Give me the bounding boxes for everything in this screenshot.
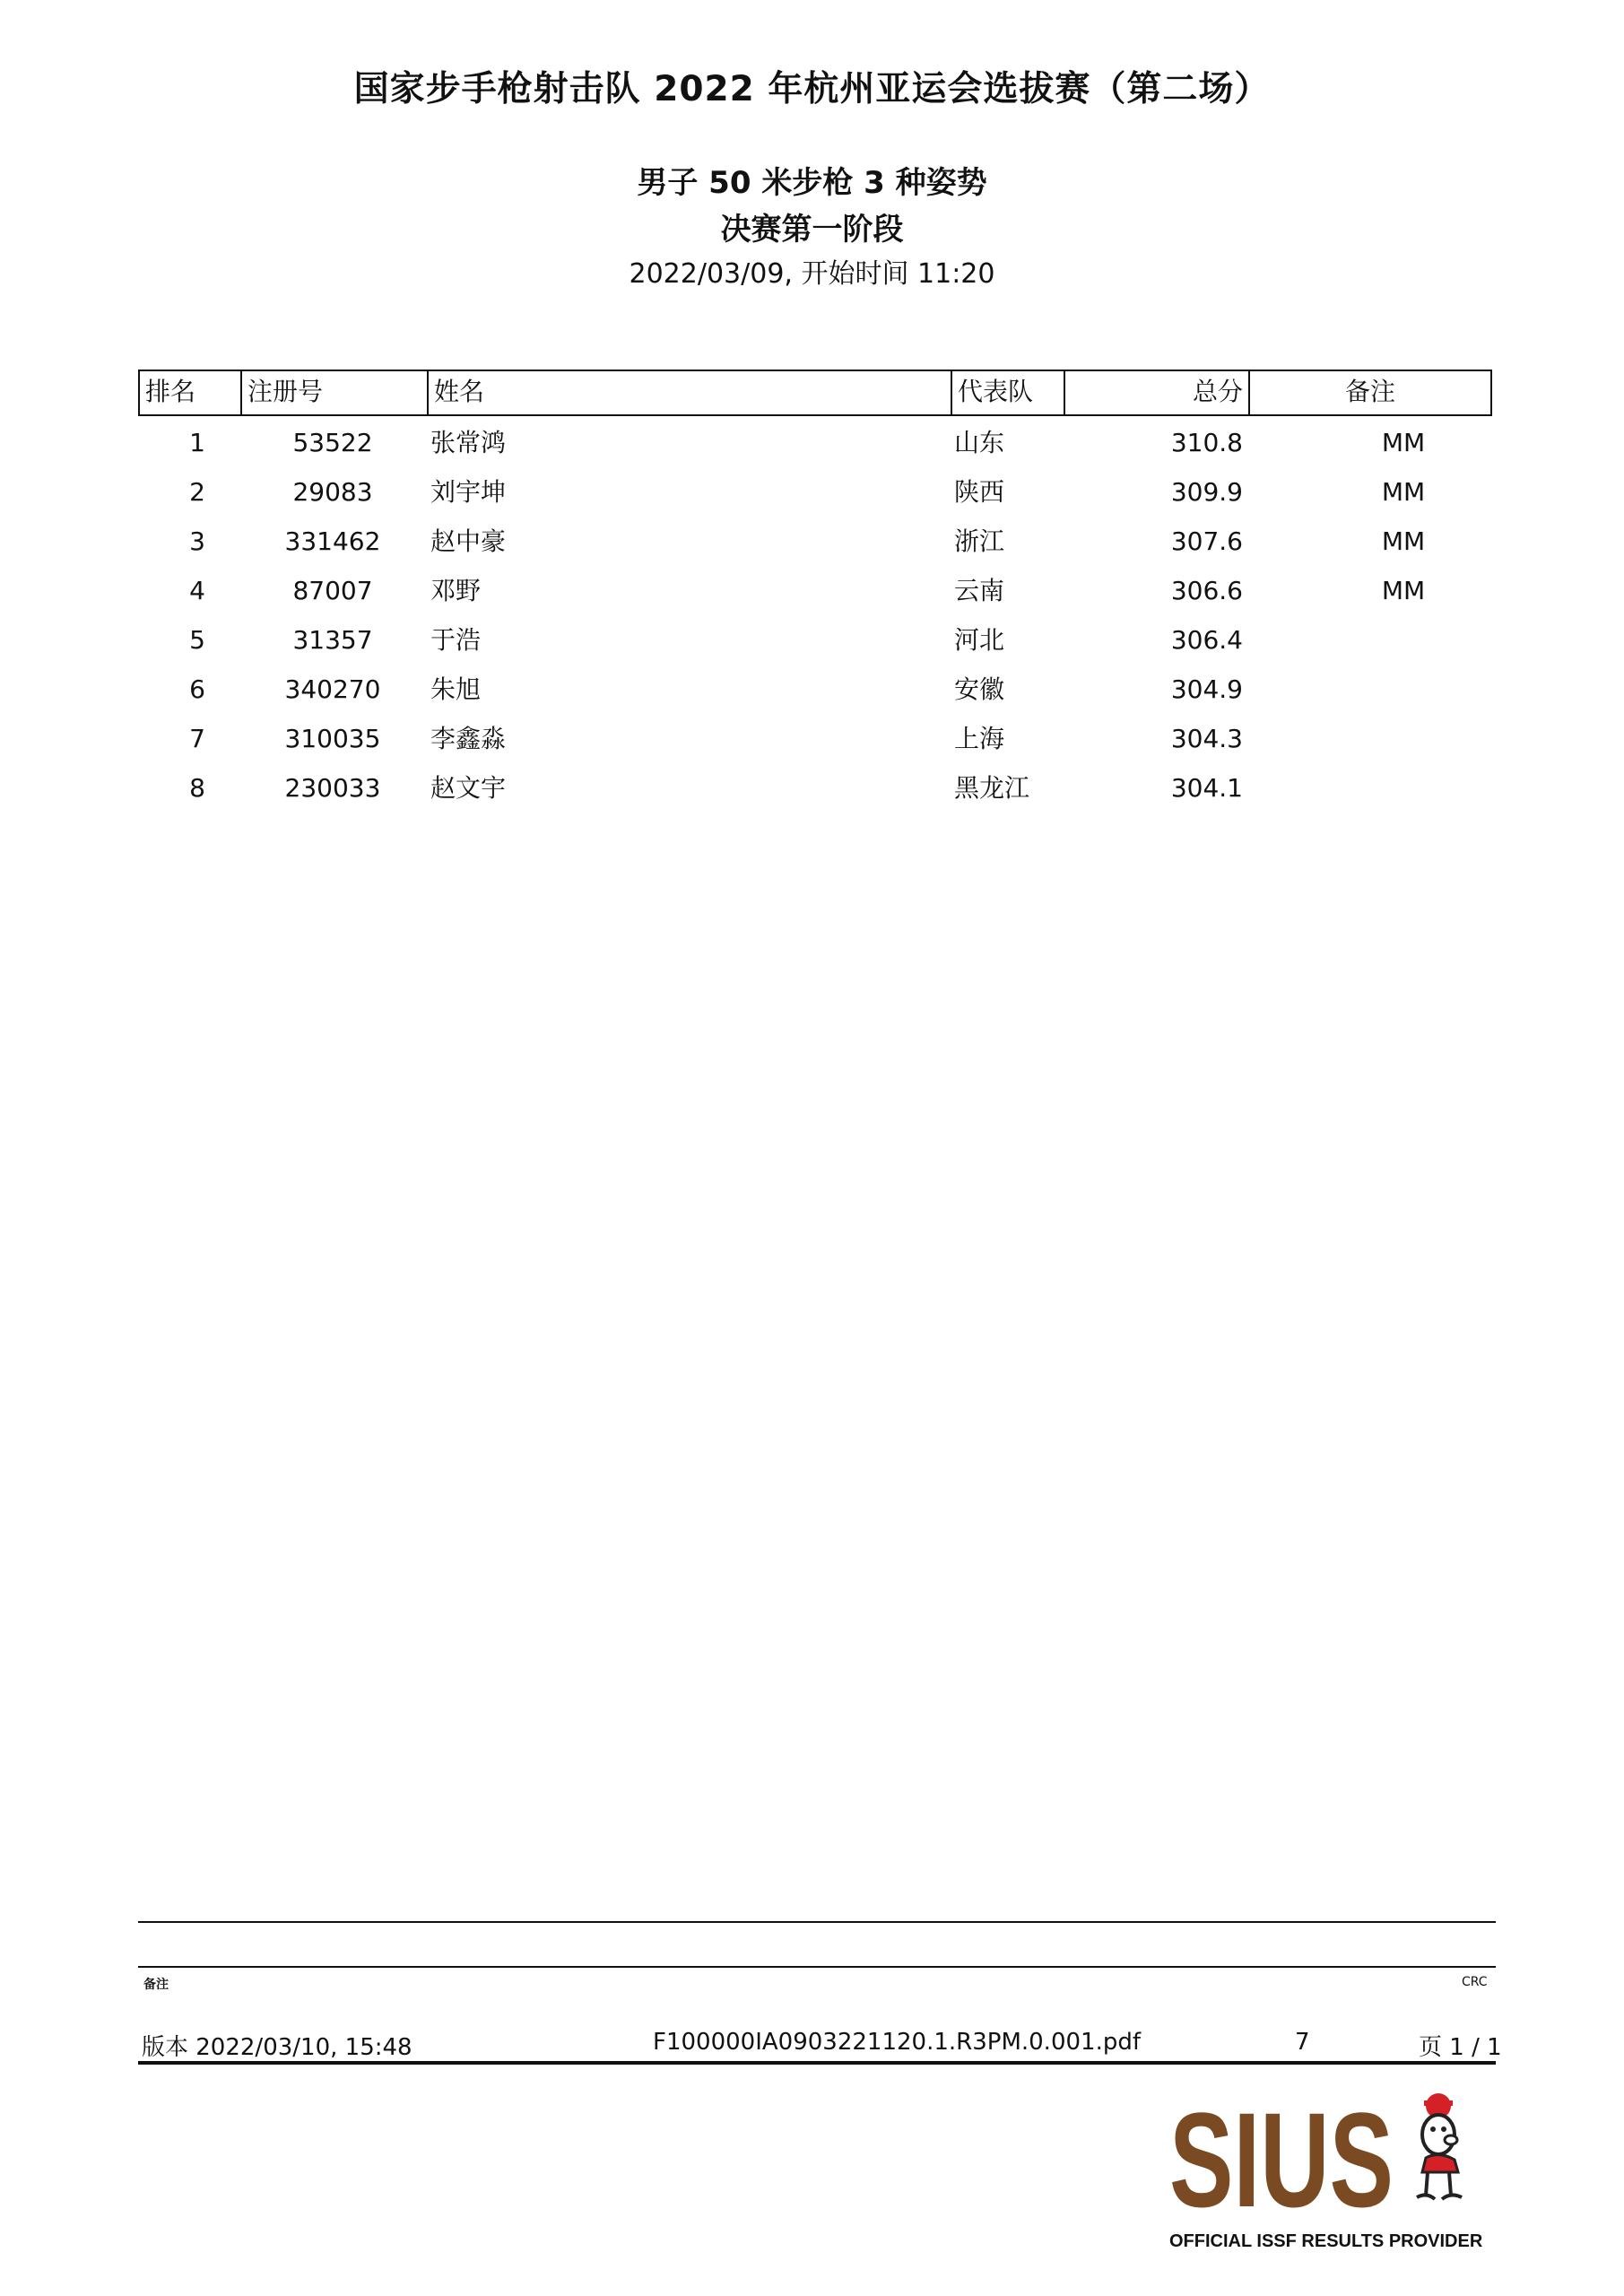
start-time: 2022/03/09, 开始时间 11:20 xyxy=(629,258,995,290)
reg-number-cell: 87007 xyxy=(292,576,373,605)
sius-wordmark: SIUS xyxy=(1169,2084,1394,2224)
score-cell: 304.3 xyxy=(1170,724,1243,753)
reg-number-cell: 31357 xyxy=(292,625,373,655)
reg-number-cell: 230033 xyxy=(284,773,381,803)
reg-number-cell: 53522 xyxy=(292,428,373,457)
table-row xyxy=(138,721,1492,770)
table-row xyxy=(138,474,1492,524)
file-name: F100000IA0903221120.1.R3PM.0.001.pdf xyxy=(653,2029,1141,2056)
col-team-header: 代表队 xyxy=(951,371,1064,414)
athlete-name-cell: 刘宇坤 xyxy=(430,477,507,507)
notes-label: 备注 xyxy=(143,1978,169,1992)
score-cell: 304.1 xyxy=(1170,773,1243,803)
score-cell: 306.4 xyxy=(1170,625,1243,655)
footer-rule xyxy=(138,2061,1496,2065)
table-row xyxy=(138,622,1492,672)
table-row xyxy=(138,573,1492,622)
table-row xyxy=(138,524,1492,573)
col-reg-header: 注册号 xyxy=(240,371,427,414)
note-cell: MM xyxy=(1381,526,1426,556)
rank-cell: 3 xyxy=(189,526,205,556)
team-cell: 上海 xyxy=(954,724,1005,753)
col-note-header: 备注 xyxy=(1248,371,1490,414)
mascot-icon xyxy=(1417,2093,1462,2199)
note-cell: MM xyxy=(1381,428,1426,457)
sius-logo xyxy=(1169,2081,1492,2224)
document-title: 国家步手枪射击队 2022 年杭州亚运会选拔赛（第二场） xyxy=(353,69,1271,109)
score-cell: 309.9 xyxy=(1170,477,1243,507)
rank-cell: 7 xyxy=(189,724,205,753)
score-cell: 304.9 xyxy=(1170,674,1243,704)
table-row xyxy=(138,770,1492,820)
sius-logo-graphic xyxy=(1169,2081,1492,2224)
athlete-name-cell: 邓野 xyxy=(430,576,482,605)
table-row xyxy=(138,425,1492,474)
rank-cell: 1 xyxy=(189,428,205,457)
note-cell: MM xyxy=(1381,477,1426,507)
team-cell: 河北 xyxy=(954,625,1005,655)
score-cell: 310.8 xyxy=(1170,428,1243,457)
team-cell: 云南 xyxy=(954,576,1005,605)
team-cell: 黑龙江 xyxy=(954,773,1030,803)
rank-cell: 2 xyxy=(189,477,205,507)
logo-tagline: OFFICIAL ISSF RESULTS PROVIDER xyxy=(1169,2231,1483,2251)
athlete-name-cell: 朱旭 xyxy=(430,674,482,704)
team-cell: 浙江 xyxy=(954,526,1005,556)
score-cell: 307.6 xyxy=(1170,526,1243,556)
doc-number: 7 xyxy=(1295,2029,1310,2056)
athlete-name-cell: 于浩 xyxy=(430,625,482,655)
table-row xyxy=(138,672,1492,721)
athlete-name-cell: 赵中豪 xyxy=(430,526,507,556)
footer-divider xyxy=(138,1966,1496,1968)
athlete-name-cell: 张常鸿 xyxy=(430,428,507,457)
footer-divider xyxy=(138,1921,1496,1923)
results-table-header xyxy=(138,370,1492,416)
rank-cell: 8 xyxy=(189,773,205,803)
athlete-name-cell: 赵文宇 xyxy=(430,773,507,803)
page-number: 页 1 / 1 xyxy=(1419,2034,1502,2061)
team-cell: 安徽 xyxy=(954,674,1005,704)
reg-number-cell: 29083 xyxy=(292,477,373,507)
event-name: 男子 50 米步枪 3 种姿势 xyxy=(637,165,987,201)
col-rank-header: 排名 xyxy=(145,377,196,406)
reg-number-cell: 310035 xyxy=(284,724,381,753)
col-name-header: 姓名 xyxy=(427,371,951,414)
athlete-name-cell: 李鑫淼 xyxy=(430,724,507,753)
note-cell: MM xyxy=(1381,576,1426,605)
stage-name: 决赛第一阶段 xyxy=(720,212,904,248)
rank-cell: 4 xyxy=(189,576,205,605)
col-score-header: 总分 xyxy=(1064,371,1248,414)
score-cell: 306.6 xyxy=(1170,576,1243,605)
reg-number-cell: 331462 xyxy=(284,526,381,556)
team-cell: 陕西 xyxy=(954,477,1005,507)
crc-label: CRC xyxy=(1462,1975,1488,1989)
reg-number-cell: 340270 xyxy=(284,674,381,704)
rank-cell: 5 xyxy=(189,625,205,655)
team-cell: 山东 xyxy=(954,428,1005,457)
rank-cell: 6 xyxy=(189,674,205,704)
version-stamp: 版本 2022/03/10, 15:48 xyxy=(142,2034,413,2061)
